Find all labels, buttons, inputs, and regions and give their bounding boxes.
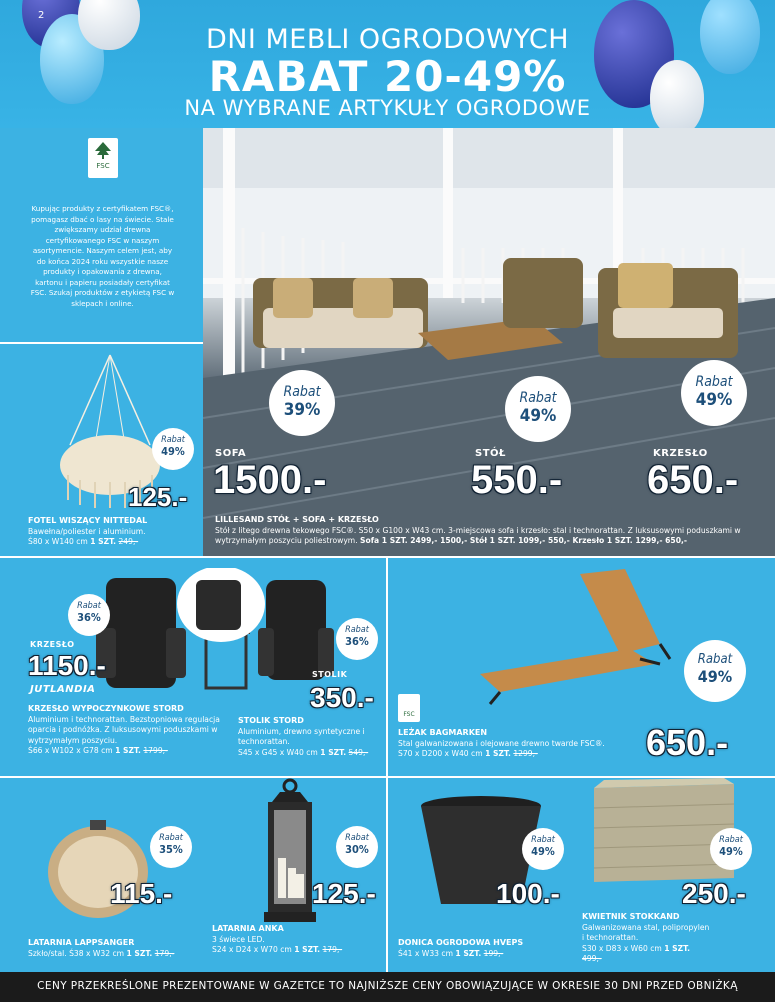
kwietnik-title: KWIETNIK STOKKAND: [582, 912, 680, 921]
stord-panel: [0, 558, 386, 776]
lezak-price: 650.-: [646, 722, 729, 763]
hero-stol-label: STÓŁ: [475, 448, 506, 459]
header-line-1: DNI MEBLI OGRODOWYCH: [205, 24, 570, 55]
anka-description: 3 świece LED. S24 x D24 x W70 cm 1 SZT. 179,-: [212, 935, 343, 955]
stolik-label: STOLIK: [312, 670, 348, 679]
lezak-title: LEŻAK BAGMARKEN: [398, 728, 488, 737]
hero-krzeslo-label: KRZESŁO: [653, 448, 708, 459]
krzeslo-wyp-label: KRZESŁO: [30, 640, 75, 649]
lezak-fsc-icon: FSC: [398, 694, 420, 722]
donica-badge: Rabat 49%: [522, 828, 564, 870]
anka-badge: Rabat 30%: [336, 826, 378, 868]
krzeslo-wyp-price: 1150.-: [28, 650, 106, 681]
hero-title: LILLESAND STÓŁ + SOFA + KRZESŁO: [215, 515, 379, 524]
hero-stol-price: 550.-: [471, 458, 563, 502]
footer-disclaimer: CENY PRZEKREŚLONE PREZENTOWANE W GAZETCE TO NAJNIŻSZE CENY OBOWIĄZUJĄCE W OKRESIE 30 DNI PRZED OBNIŻKĄ: [0, 972, 775, 1002]
fsc-info-panel: [0, 128, 203, 342]
page-number: 2: [38, 10, 45, 21]
hero-krzeslo-badge: Rabat 49%: [681, 360, 747, 426]
stolik-badge: Rabat 36%: [336, 618, 378, 660]
kwietnik-description: Galwanizowana stal, polipropylen i technorattan. S30 x D83 x W60 cm 1 SZT. 499,-: [582, 923, 710, 964]
hero-stol-badge: Rabat 49%: [505, 376, 571, 442]
lezak-panel: [388, 558, 775, 776]
fotel-badge: Rabat 49%: [152, 428, 194, 470]
anka-price: 125.-: [312, 878, 376, 909]
header-line-3: NA WYBRANE ARTYKUŁY OGRODOWE: [184, 96, 591, 120]
donica-title: DONICA OGRODOWA HVEPS: [398, 938, 524, 947]
header-banner: [0, 0, 775, 128]
hero-sofa-price: 1500.-: [213, 458, 327, 502]
fotel-description: Bawełna/poliester i aluminium. Ś80 x W140 cm 1 SZT. 249,-: [28, 527, 146, 547]
lezak-badge: Rabat 49%: [684, 640, 746, 702]
donica-price: 100.-: [496, 878, 560, 909]
stolik-price: 350.-: [310, 682, 374, 713]
fsc-logo-text: FSC: [96, 162, 110, 170]
fsc-info-text: Kupując produkty z certyfikatem FSC®, pomagasz dbać o lasy na świecie. Stale zwiększamy udział drewna certyfikowanego FSC w naszym asortymencie. Naszym celem jest, aby do końca 2024 roku wszystkie nasze produkty i opakowania z drewna, kartonu i papieru posiadały certyfikat FSC. Szukaj produktów z etykietą FSC w sklepach i online.: [30, 204, 175, 308]
fotel-price: 125.-: [128, 482, 188, 512]
krzeslo-wyp-description: Aluminium i technorattan. Bezstopniowa regulacja oparcia i podnóżka. Z luksusowymi poduszkami w wytrzymałym poszyciu. Ś66 x W102 x G78 cm 1 SZT. 1799,-: [28, 715, 220, 756]
lezak-description: Stal galwanizowana i olejowane drewno twarde FSC®. S70 x D200 x W40 cm 1 SZT. 1299,-: [398, 739, 605, 759]
lounger-illustration: [460, 564, 700, 724]
hero-sofa-badge: Rabat 39%: [269, 370, 335, 436]
stolik-title: STOLIK STORD: [238, 716, 304, 725]
hero-sofa-label: SOFA: [215, 448, 247, 459]
stolik-description: Aluminium, drewno syntetyczne i technorattan. S45 x G45 x W40 cm 1 SZT. 549,-: [238, 727, 369, 757]
kwietnik-badge: Rabat 49%: [710, 828, 752, 870]
hero-krzeslo-price: 650.-: [647, 458, 739, 502]
jutlandia-brand: JUTLANDIA: [30, 684, 96, 695]
anka-lantern-illustration: [260, 778, 320, 928]
fsc-logo-icon: [88, 138, 118, 178]
anka-title: LATARNIA ANKA: [212, 924, 284, 933]
krzeslo-wyp-badge: Rabat 36%: [68, 594, 110, 636]
lappsanger-price: 115.-: [110, 878, 173, 909]
lappsanger-badge: Rabat 35%: [150, 826, 192, 868]
fotel-title: FOTEL WISZĄCY NITTEDAL: [28, 516, 148, 525]
hero-description: Stół z litego drewna tekowego FSC®. S50 x G100 x W43 cm. 3-miejscowa sofa i krzesło: stal i technorattan. Z luksusowymi poduszkami w wytrzymałym poszyciu poliestrowym. Sofa 1 SZT. 2499,- 1500,- Stół 1 SZT. 1099,- 550,- Krzesło 1 SZT. 1299,- 650,-: [215, 526, 741, 546]
hero-lillesand-photo: [203, 128, 775, 556]
lappsanger-description: Szkło/stal. Ś38 x W32 cm 1 SZT. 179,-: [28, 949, 175, 958]
latarnia-lappsanger-panel: [0, 778, 200, 972]
donica-description: Ś41 x W33 cm 1 SZT. 199,-: [398, 949, 504, 958]
latarnia-anka-panel: [200, 778, 386, 972]
kwietnik-panel: [578, 778, 775, 972]
kwietnik-price: 250.-: [682, 878, 746, 909]
krzeslo-wyp-title: KRZESŁO WYPOCZYNKOWE STORD: [28, 704, 184, 713]
lappsanger-title: LATARNIA LAPPSANGER: [28, 938, 135, 947]
donica-panel: [388, 778, 578, 972]
fotel-panel: [0, 342, 203, 556]
header-line-2: RABAT 20-49%: [208, 52, 567, 101]
